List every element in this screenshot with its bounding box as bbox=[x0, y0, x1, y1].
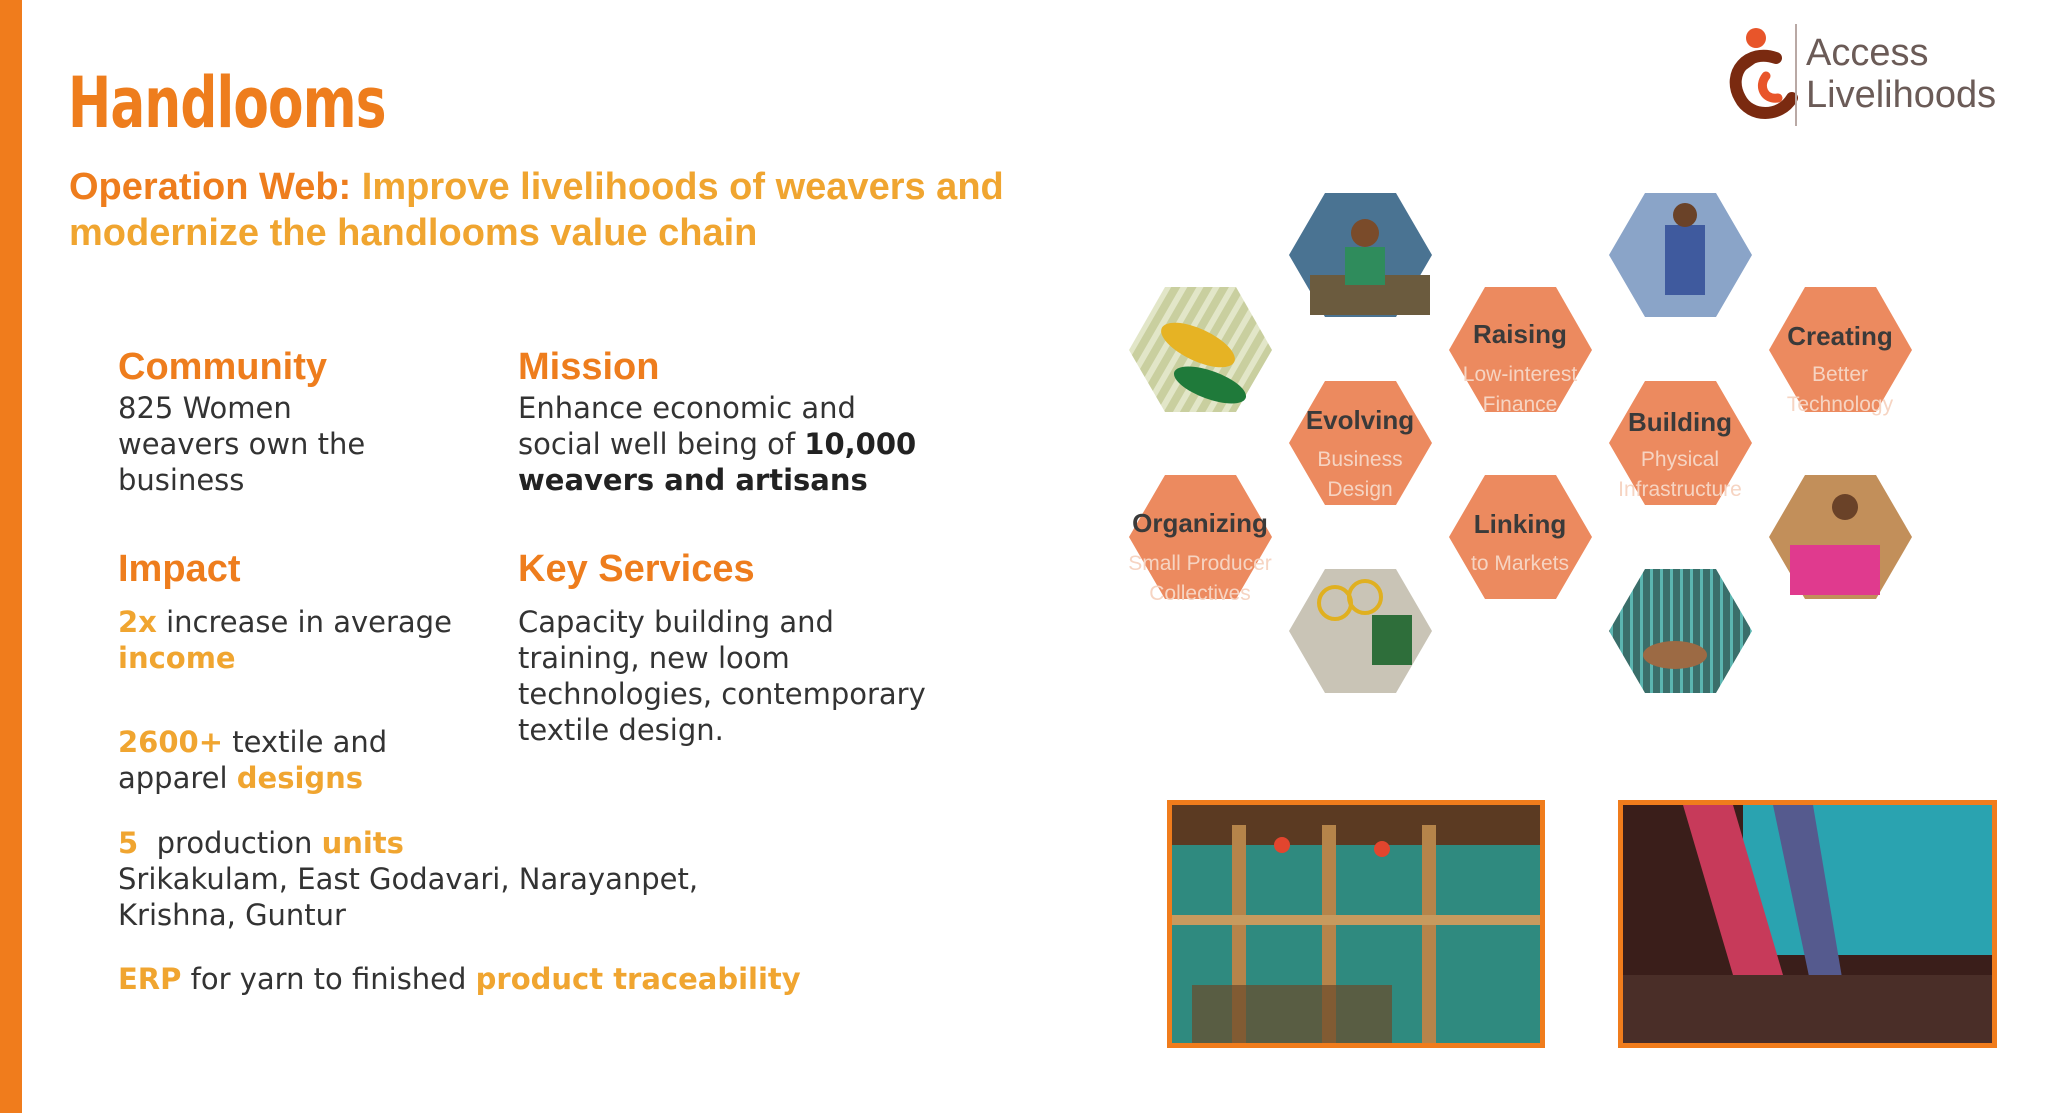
hex-creating bbox=[1769, 287, 1912, 416]
production-locations: Srikakulam, East Godavari, Narayanpet, Krishna, Guntur bbox=[118, 862, 699, 932]
mission-heading: Mission bbox=[518, 346, 660, 388]
impact-item-erp bbox=[118, 961, 918, 997]
hands-loom-photo-hex bbox=[1609, 569, 1752, 693]
key-services-heading: Key Services bbox=[518, 548, 755, 590]
hex-organizing bbox=[1128, 475, 1272, 605]
hex-building-sub2: Infrastructure bbox=[1618, 478, 1742, 501]
hex-evolving-sub2: Design bbox=[1327, 478, 1393, 501]
hex-building-title: Building bbox=[1628, 407, 1732, 437]
impact-tail: income bbox=[118, 641, 236, 675]
loom-frame-photo bbox=[1167, 800, 1545, 1048]
impact-text: production bbox=[156, 826, 313, 860]
mission-text-bold: 10,000 weavers and artisans bbox=[518, 427, 917, 497]
hex-building-sub1: Physical bbox=[1640, 448, 1720, 471]
hex-organizing-sub1: Small Producer bbox=[1128, 552, 1272, 575]
page-title: Handlooms bbox=[68, 62, 386, 144]
hex-raising bbox=[1449, 287, 1592, 416]
impact-value: 2x bbox=[118, 605, 157, 639]
hex-evolving-sub1: Business bbox=[1317, 448, 1403, 471]
community-text: 825 Women weavers own the business bbox=[118, 391, 366, 497]
hex-linking-sub1: to Markets bbox=[1470, 552, 1570, 575]
hex-building bbox=[1609, 381, 1752, 505]
impact-item-designs bbox=[118, 724, 408, 796]
impact-tail: product traceability bbox=[475, 962, 801, 996]
key-services-text: Capacity building and training, new loom technologies, contemporary textile design. bbox=[518, 605, 926, 747]
hex-creating-sub1: Better bbox=[1811, 363, 1869, 386]
logo-line-2: Livelihoods bbox=[1806, 74, 1997, 116]
mission-text-plain: Enhance economic and social well being of bbox=[518, 391, 856, 461]
impact-text: for yarn to finished bbox=[190, 962, 467, 996]
impact-tail: designs bbox=[236, 761, 364, 795]
hex-raising-sub1: Low-interest bbox=[1462, 363, 1578, 386]
page-subtitle bbox=[69, 164, 1079, 256]
honeycomb-graphic bbox=[1110, 185, 1990, 755]
impact-text: increase in average bbox=[166, 605, 452, 639]
impact-tail: units bbox=[321, 826, 404, 860]
impact-text: textile and apparel bbox=[118, 725, 388, 795]
impact-value: 2600+ bbox=[118, 725, 224, 759]
hex-raising-title: Raising bbox=[1473, 319, 1567, 349]
subtitle-lead: Operation Web: bbox=[69, 166, 352, 208]
hex-linking bbox=[1449, 475, 1592, 599]
impact-value: 5 bbox=[118, 826, 139, 860]
impact-item-income bbox=[118, 604, 478, 676]
community-heading: Community bbox=[118, 346, 327, 388]
hex-linking-title: Linking bbox=[1473, 509, 1567, 539]
loom-threads-photo bbox=[1618, 800, 1997, 1048]
impact-value: ERP bbox=[118, 962, 182, 996]
subtitle-text: Improve livelihoods of weavers and modernize the handlooms value chain bbox=[69, 166, 1004, 254]
accent-sidebar bbox=[0, 0, 22, 1113]
hex-organizing-title: Organizing bbox=[1132, 508, 1268, 538]
impact-heading: Impact bbox=[118, 548, 241, 590]
logo-line-1: Access bbox=[1806, 32, 1929, 74]
logo-text bbox=[1806, 32, 1996, 116]
hex-creating-title: Creating bbox=[1787, 321, 1893, 351]
hex-raising-sub2: Finance bbox=[1482, 393, 1558, 416]
mission-text bbox=[518, 390, 928, 498]
hex-evolving-title: Evolving bbox=[1305, 405, 1415, 435]
hex-organizing-sub2: Collectives bbox=[1149, 582, 1251, 605]
impact-item-units bbox=[118, 825, 758, 933]
hex-evolving bbox=[1289, 381, 1432, 505]
hex-creating-sub2: Technology bbox=[1786, 393, 1894, 416]
